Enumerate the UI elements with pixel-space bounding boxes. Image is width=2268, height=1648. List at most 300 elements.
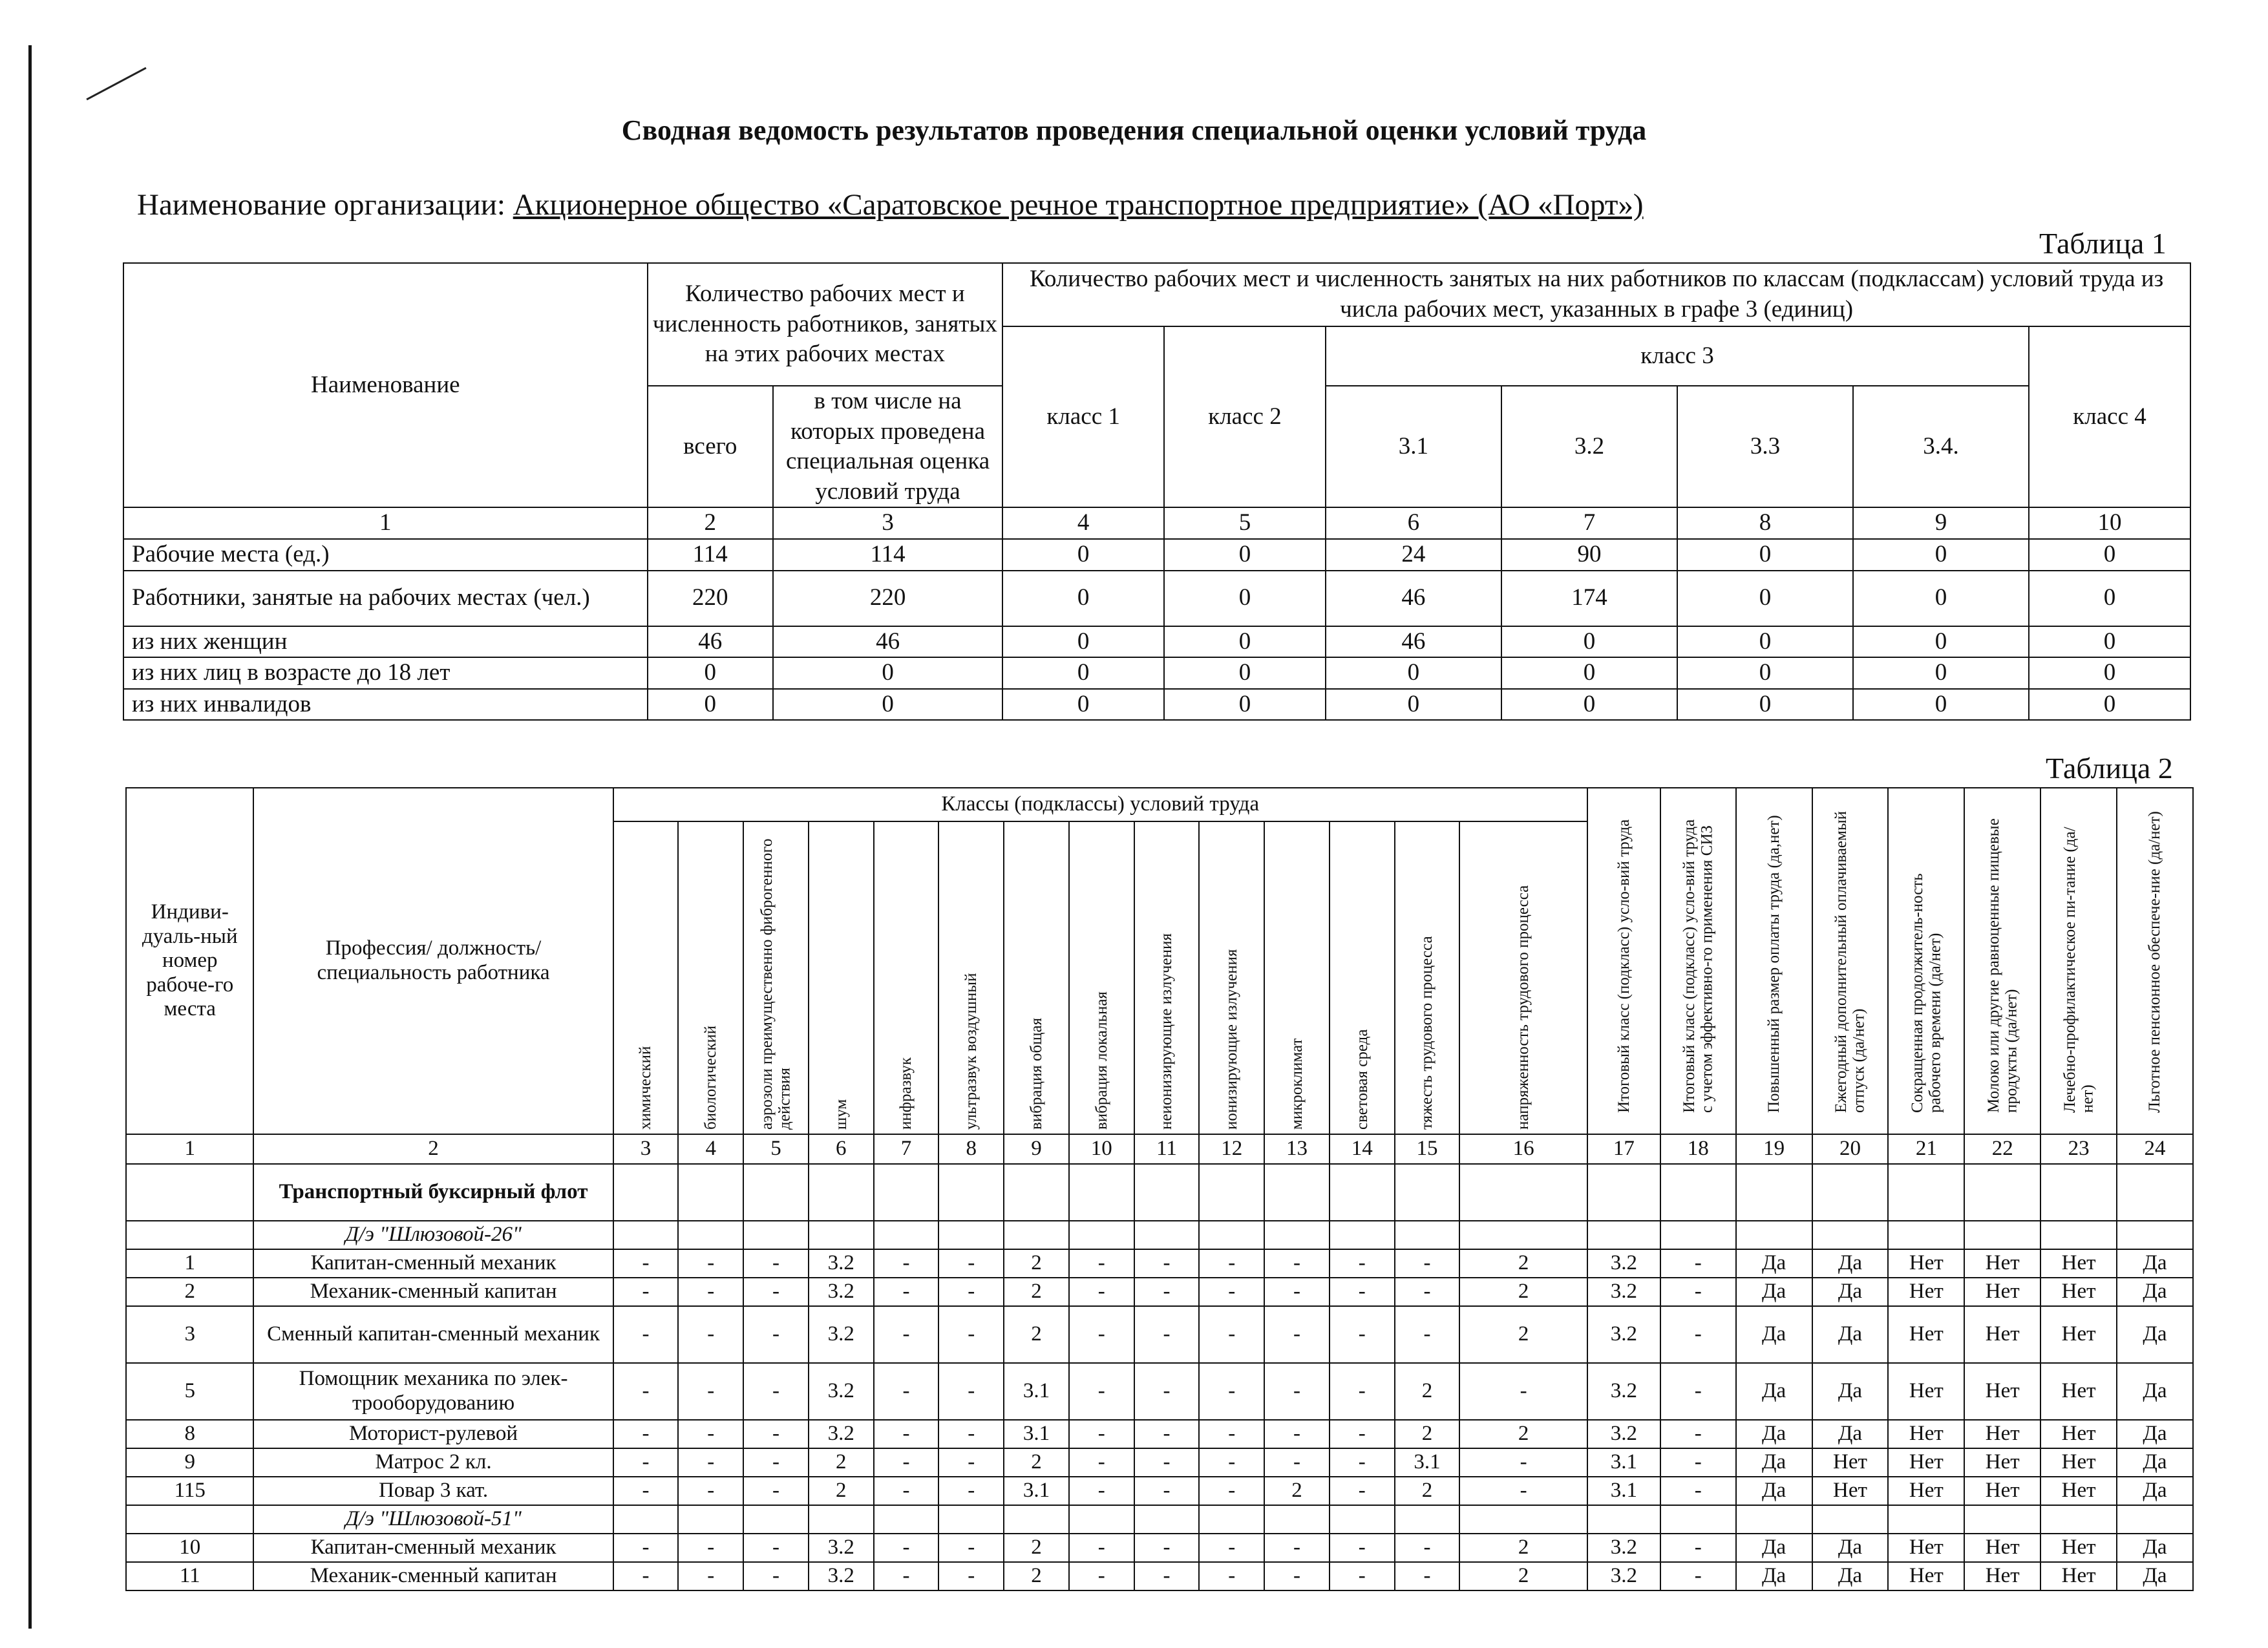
t2-cell: - bbox=[1069, 1306, 1134, 1363]
t2-empty-cell bbox=[1660, 1505, 1736, 1534]
t2-empty-cell bbox=[1004, 1164, 1069, 1221]
t1-column-number: 8 bbox=[1677, 507, 1853, 539]
profession-name: Сменный капитан-сменный механик bbox=[253, 1306, 613, 1363]
profession-name: Механик-сменный капитан bbox=[253, 1278, 613, 1306]
t2-empty-cell bbox=[809, 1164, 874, 1221]
t2-cell: Нет bbox=[2040, 1278, 2117, 1306]
t2-cell: - bbox=[938, 1534, 1004, 1562]
t2-cell: - bbox=[938, 1363, 1004, 1420]
t2-column-number: 7 bbox=[874, 1134, 939, 1164]
t2-cell: - bbox=[743, 1477, 809, 1505]
t2-empty-cell bbox=[1134, 1164, 1200, 1221]
t2-empty-cell bbox=[1069, 1164, 1134, 1221]
t2-cell: - bbox=[938, 1477, 1004, 1505]
t2-cell: - bbox=[1069, 1562, 1134, 1590]
t2-empty-cell bbox=[678, 1164, 743, 1221]
t2-cell: - bbox=[1395, 1562, 1460, 1590]
t2-empty-cell bbox=[1395, 1505, 1460, 1534]
t2-header-extra-label: Лечебно-профилактическое пи-тание (да/нет) bbox=[2061, 827, 2097, 1113]
t1-cell: 46 bbox=[1326, 571, 1501, 626]
t2-empty-cell bbox=[1964, 1505, 2040, 1534]
t2-cell: - bbox=[613, 1420, 679, 1448]
t2-cell: Да bbox=[1736, 1249, 1812, 1278]
table-row bbox=[126, 1448, 2193, 1477]
t2-empty-cell bbox=[2040, 1221, 2117, 1249]
t2-empty-cell bbox=[1395, 1221, 1460, 1249]
t2-cell: - bbox=[1264, 1306, 1330, 1363]
t1-cell: 0 bbox=[2029, 657, 2190, 689]
t2-cell: Нет bbox=[2040, 1363, 2117, 1420]
t2-header-extra bbox=[1736, 788, 1812, 1134]
t2-cell: - bbox=[678, 1306, 743, 1363]
t2-header-extra bbox=[1888, 788, 1964, 1134]
t1-cell: 0 bbox=[1002, 689, 1164, 721]
t2-cell: Нет bbox=[1964, 1306, 2040, 1363]
t2-empty-cell bbox=[1964, 1164, 2040, 1221]
t2-cell: Да bbox=[1736, 1420, 1812, 1448]
t2-column-number: 6 bbox=[809, 1134, 874, 1164]
profession-name: Капитан-сменный механик bbox=[253, 1249, 613, 1278]
t1-column-number: 10 bbox=[2029, 507, 2190, 539]
t2-cell: - bbox=[743, 1278, 809, 1306]
t2-cell: 3.2 bbox=[809, 1420, 874, 1448]
t2-empty-cell bbox=[678, 1221, 743, 1249]
t2-cell: - bbox=[1199, 1562, 1264, 1590]
t2-cell: 2 bbox=[1004, 1562, 1069, 1590]
t2-empty-cell bbox=[1330, 1221, 1395, 1249]
table-row bbox=[126, 1562, 2193, 1590]
t2-cell: Нет bbox=[1888, 1562, 1964, 1590]
t1-header-sub-3-4: 3.4. bbox=[1853, 386, 2029, 507]
t2-cell: - bbox=[1660, 1448, 1736, 1477]
t1-cell: 0 bbox=[1677, 571, 1853, 626]
t2-cell: - bbox=[1199, 1363, 1264, 1420]
t2-empty-cell bbox=[874, 1221, 939, 1249]
t2-empty-cell bbox=[938, 1505, 1004, 1534]
t2-cell: 2 bbox=[1459, 1278, 1587, 1306]
t2-empty-cell bbox=[1736, 1164, 1812, 1221]
t2-empty-cell bbox=[1660, 1221, 1736, 1249]
t2-empty-cell bbox=[1812, 1164, 1889, 1221]
t2-cell: - bbox=[1330, 1562, 1395, 1590]
t2-cell: Да bbox=[1812, 1534, 1889, 1562]
t2-header-factor-label: аэрозоли преимущественно фиброгенного действия bbox=[758, 838, 794, 1130]
t2-empty-cell bbox=[1264, 1164, 1330, 1221]
t2-cell: 3.2 bbox=[1587, 1534, 1660, 1562]
t2-cell: - bbox=[874, 1420, 939, 1448]
t2-cell: - bbox=[1660, 1534, 1736, 1562]
t1-cell: 0 bbox=[773, 689, 1002, 721]
organization-name: Акционерное общество «Саратовское речное транспортное предприятие» (АО «Порт») bbox=[513, 188, 1644, 222]
profession-name: Помощник механика по элек-трооборудованию bbox=[253, 1363, 613, 1420]
t2-cell: 2 bbox=[1395, 1420, 1460, 1448]
t2-empty-cell bbox=[1587, 1505, 1660, 1534]
t2-header-factor-label: тяжесть трудового процесса bbox=[1418, 936, 1436, 1130]
t2-header-extra bbox=[2117, 788, 2193, 1134]
t2-cell: - bbox=[1330, 1477, 1395, 1505]
t2-column-number: 13 bbox=[1264, 1134, 1330, 1164]
t2-cell: - bbox=[1330, 1534, 1395, 1562]
workplace-number: 5 bbox=[126, 1363, 253, 1420]
t2-empty-cell bbox=[1134, 1221, 1200, 1249]
t2-cell: Нет bbox=[2040, 1306, 2117, 1363]
t2-header-extra-label: Ежегодный дополнительный оплачиваемый отпуск (да/нет) bbox=[1832, 810, 1868, 1113]
t1-header-classes: Количество рабочих мест и численность занятых на них работников по классам (подклассам) условий труда из числа рабочих мест, указанных в графе 3 (единиц) bbox=[1002, 263, 2190, 326]
workplaces-table bbox=[125, 787, 2194, 1591]
t2-empty-cell bbox=[613, 1221, 679, 1249]
t2-empty-cell bbox=[1264, 1221, 1330, 1249]
t2-empty-cell bbox=[1199, 1505, 1264, 1534]
workplace-number: 8 bbox=[126, 1420, 253, 1448]
t2-header-factor bbox=[874, 821, 939, 1134]
t2-empty-cell bbox=[743, 1164, 809, 1221]
t2-column-number: 23 bbox=[2040, 1134, 2117, 1164]
table-row bbox=[126, 1534, 2193, 1562]
t2-header-factor bbox=[743, 821, 809, 1134]
t2-cell: Нет bbox=[2040, 1249, 2117, 1278]
t1-cell: 0 bbox=[1164, 657, 1326, 689]
t2-cell: - bbox=[1069, 1363, 1134, 1420]
t2-cell: - bbox=[938, 1562, 1004, 1590]
t2-column-number: 5 bbox=[743, 1134, 809, 1164]
t1-header-class4: класс 4 bbox=[2029, 326, 2190, 507]
t2-cell: - bbox=[613, 1448, 679, 1477]
t2-cell: - bbox=[1134, 1306, 1200, 1363]
t1-row-name: Рабочие места (ед.) bbox=[123, 539, 648, 571]
t2-cell: Да bbox=[1812, 1306, 1889, 1363]
t1-column-number: 9 bbox=[1853, 507, 2029, 539]
t2-cell: Нет bbox=[1964, 1448, 2040, 1477]
t2-empty-cell bbox=[126, 1505, 253, 1534]
t2-empty-cell bbox=[1812, 1505, 1889, 1534]
t2-cell: - bbox=[1199, 1420, 1264, 1448]
t2-cell: Нет bbox=[1888, 1534, 1964, 1562]
t1-cell: 0 bbox=[648, 657, 773, 689]
t2-header-extra bbox=[1660, 788, 1736, 1134]
t2-empty-cell bbox=[1812, 1221, 1889, 1249]
t2-cell: Да bbox=[2117, 1306, 2193, 1363]
t2-cell: - bbox=[678, 1278, 743, 1306]
t2-column-number: 12 bbox=[1199, 1134, 1264, 1164]
t2-cell: Да bbox=[1812, 1562, 1889, 1590]
t2-cell: - bbox=[678, 1420, 743, 1448]
t2-cell: - bbox=[874, 1448, 939, 1477]
t2-cell: - bbox=[743, 1534, 809, 1562]
t2-empty-cell bbox=[1587, 1221, 1660, 1249]
t2-header-factor-label: световая среда bbox=[1353, 1029, 1371, 1130]
t2-cell: - bbox=[678, 1562, 743, 1590]
t1-cell: 0 bbox=[1853, 539, 2029, 571]
t2-cell: Да bbox=[1812, 1278, 1889, 1306]
t2-cell: - bbox=[1069, 1278, 1134, 1306]
t2-cell: - bbox=[1264, 1249, 1330, 1278]
t2-cell: - bbox=[1199, 1306, 1264, 1363]
t2-header-factor bbox=[1004, 821, 1069, 1134]
t2-cell: - bbox=[1264, 1278, 1330, 1306]
t1-row-name: из них лиц в возрасте до 18 лет bbox=[123, 657, 648, 689]
t2-header-extra bbox=[1812, 788, 1889, 1134]
t2-header-factor-label: напряженность трудового процесса bbox=[1514, 885, 1532, 1130]
t2-column-number: 1 bbox=[126, 1134, 253, 1164]
t2-cell: Да bbox=[2117, 1363, 2193, 1420]
t2-cell: Да bbox=[1812, 1363, 1889, 1420]
vessel-title-text: Д/э "Шлюзовой-26" bbox=[253, 1221, 613, 1249]
t2-column-number: 22 bbox=[1964, 1134, 2040, 1164]
t1-header-sub-3-2: 3.2 bbox=[1501, 386, 1677, 507]
t2-cell: - bbox=[938, 1306, 1004, 1363]
t2-header-extra-label: Льготное пенсионное обеспече-ние (да/нет) bbox=[2146, 811, 2164, 1113]
t2-header-factor-label: вибрация локальная bbox=[1092, 991, 1110, 1130]
t2-cell: 2 bbox=[1004, 1278, 1069, 1306]
summary-table bbox=[123, 262, 2191, 721]
organization-line bbox=[137, 187, 1644, 222]
t2-cell: 3.2 bbox=[1587, 1420, 1660, 1448]
t2-cell: - bbox=[743, 1249, 809, 1278]
t2-cell: - bbox=[1330, 1420, 1395, 1448]
t2-cell: - bbox=[1134, 1420, 1200, 1448]
table1-caption: Таблица 1 bbox=[2039, 227, 2167, 260]
t2-cell: - bbox=[1264, 1448, 1330, 1477]
t1-cell: 46 bbox=[648, 626, 773, 658]
t2-empty-cell bbox=[1004, 1221, 1069, 1249]
t1-cell: 0 bbox=[2029, 571, 2190, 626]
t2-header-profession: Профессия/ должность/ специальность работника bbox=[253, 788, 613, 1134]
t2-empty-cell bbox=[678, 1505, 743, 1534]
t1-header-places: Количество рабочих мест и численность работников, занятых на этих рабочих местах bbox=[648, 263, 1003, 386]
t1-header-assessed: в том числе на которых проведена специальная оценка условий труда bbox=[773, 386, 1002, 507]
t2-cell: - bbox=[613, 1534, 679, 1562]
t1-cell: 46 bbox=[1326, 626, 1501, 658]
vessel-title bbox=[126, 1505, 2193, 1534]
t2-cell: Да bbox=[2117, 1448, 2193, 1477]
t2-cell: - bbox=[743, 1448, 809, 1477]
t2-cell: Да bbox=[1736, 1363, 1812, 1420]
t1-column-number: 5 bbox=[1164, 507, 1326, 539]
t1-row bbox=[123, 571, 2190, 626]
t1-cell: 0 bbox=[1853, 626, 2029, 658]
t2-cell: 2 bbox=[1459, 1562, 1587, 1590]
t2-cell: - bbox=[938, 1448, 1004, 1477]
workplace-number: 11 bbox=[126, 1562, 253, 1590]
t2-empty-cell bbox=[2040, 1164, 2117, 1221]
t2-cell: 2 bbox=[1459, 1534, 1587, 1562]
t2-cell: - bbox=[1660, 1278, 1736, 1306]
t2-cell: - bbox=[1330, 1448, 1395, 1477]
t2-header-factor bbox=[1199, 821, 1264, 1134]
t2-cell: - bbox=[1330, 1306, 1395, 1363]
section-title-text: Транспортный буксирный флот bbox=[253, 1164, 613, 1221]
t2-cell: Нет bbox=[2040, 1534, 2117, 1562]
t2-cell: Да bbox=[2117, 1477, 2193, 1505]
t2-cell: Да bbox=[2117, 1534, 2193, 1562]
t2-header-extra-label: Итоговый класс (подкласс) усло-вий труда bbox=[1615, 819, 1633, 1113]
table-row bbox=[126, 1477, 2193, 1505]
t1-row bbox=[123, 539, 2190, 571]
t2-column-number: 19 bbox=[1736, 1134, 1812, 1164]
t2-column-number: 21 bbox=[1888, 1134, 1964, 1164]
t2-cell: - bbox=[678, 1363, 743, 1420]
t2-cell: - bbox=[1134, 1562, 1200, 1590]
t1-cell: 46 bbox=[773, 626, 1002, 658]
t2-cell: - bbox=[1069, 1448, 1134, 1477]
t2-empty-cell bbox=[1660, 1164, 1736, 1221]
t2-column-number: 17 bbox=[1587, 1134, 1660, 1164]
t1-cell: 0 bbox=[1002, 571, 1164, 626]
t2-empty-cell bbox=[874, 1505, 939, 1534]
table-row bbox=[126, 1420, 2193, 1448]
t2-cell: 2 bbox=[1004, 1249, 1069, 1278]
t2-cell: Да bbox=[2117, 1562, 2193, 1590]
t1-cell: 220 bbox=[773, 571, 1002, 626]
t2-header-factor bbox=[1264, 821, 1330, 1134]
t2-cell: - bbox=[1134, 1278, 1200, 1306]
t2-column-number: 3 bbox=[613, 1134, 679, 1164]
t2-cell: 2 bbox=[1459, 1420, 1587, 1448]
t2-empty-cell bbox=[1587, 1164, 1660, 1221]
t2-empty-cell bbox=[126, 1221, 253, 1249]
t2-empty-cell bbox=[1459, 1221, 1587, 1249]
table-row bbox=[126, 1278, 2193, 1306]
t1-cell: 0 bbox=[1164, 539, 1326, 571]
scan-edge-line bbox=[28, 45, 32, 1629]
t2-empty-cell bbox=[1004, 1505, 1069, 1534]
t2-empty-cell bbox=[1888, 1221, 1964, 1249]
t2-cell: - bbox=[874, 1477, 939, 1505]
t2-cell: Да bbox=[2117, 1249, 2193, 1278]
t2-cell: 3.2 bbox=[809, 1306, 874, 1363]
t2-cell: - bbox=[678, 1448, 743, 1477]
workplace-number: 9 bbox=[126, 1448, 253, 1477]
t1-cell: 24 bbox=[1326, 539, 1501, 571]
t2-cell: 3.2 bbox=[809, 1534, 874, 1562]
t2-cell: - bbox=[938, 1278, 1004, 1306]
t2-cell: - bbox=[1660, 1562, 1736, 1590]
t2-cell: Да bbox=[1736, 1278, 1812, 1306]
t1-row bbox=[123, 689, 2190, 721]
t2-cell: 2 bbox=[809, 1477, 874, 1505]
profession-name: Капитан-сменный механик bbox=[253, 1534, 613, 1562]
t2-cell: 3.2 bbox=[1587, 1306, 1660, 1363]
t2-cell: 2 bbox=[809, 1448, 874, 1477]
t2-cell: Нет bbox=[2040, 1420, 2117, 1448]
t2-empty-cell bbox=[1330, 1164, 1395, 1221]
t2-header-factor bbox=[1134, 821, 1200, 1134]
t2-cell: Да bbox=[1736, 1306, 1812, 1363]
workplace-number: 10 bbox=[126, 1534, 253, 1562]
t2-cell: - bbox=[1199, 1534, 1264, 1562]
t2-cell: - bbox=[1264, 1562, 1330, 1590]
t2-cell: Да bbox=[1736, 1448, 1812, 1477]
t2-cell: Нет bbox=[1964, 1477, 2040, 1505]
t2-header-factor-label: ультразвук воздушный bbox=[962, 973, 980, 1130]
t2-column-number: 14 bbox=[1330, 1134, 1395, 1164]
t2-cell: Да bbox=[1736, 1534, 1812, 1562]
t1-cell: 114 bbox=[773, 539, 1002, 571]
t2-cell: Да bbox=[1736, 1477, 1812, 1505]
t2-cell: Да bbox=[2117, 1420, 2193, 1448]
t1-cell: 114 bbox=[648, 539, 773, 571]
t1-column-number: 3 bbox=[773, 507, 1002, 539]
t2-column-number: 24 bbox=[2117, 1134, 2193, 1164]
t2-cell: 2 bbox=[1395, 1363, 1460, 1420]
t1-column-number: 4 bbox=[1002, 507, 1164, 539]
t2-empty-cell bbox=[874, 1164, 939, 1221]
t2-cell: 2 bbox=[1459, 1306, 1587, 1363]
t2-cell: Нет bbox=[1964, 1420, 2040, 1448]
t2-cell: 3.1 bbox=[1395, 1448, 1460, 1477]
t1-cell: 0 bbox=[773, 657, 1002, 689]
t2-header-factor bbox=[809, 821, 874, 1134]
t2-cell: - bbox=[1660, 1249, 1736, 1278]
t1-header-name: Наименование bbox=[123, 263, 648, 507]
t2-cell: - bbox=[743, 1363, 809, 1420]
t2-column-number: 2 bbox=[253, 1134, 613, 1164]
workplace-number: 3 bbox=[126, 1306, 253, 1363]
t2-header-factor bbox=[1330, 821, 1395, 1134]
t2-cell: - bbox=[1330, 1278, 1395, 1306]
t2-empty-cell bbox=[1964, 1221, 2040, 1249]
t1-cell: 0 bbox=[1677, 539, 1853, 571]
t2-cell: - bbox=[1134, 1448, 1200, 1477]
t1-cell: 0 bbox=[1326, 689, 1501, 721]
t2-cell: 2 bbox=[1004, 1306, 1069, 1363]
t2-empty-cell bbox=[938, 1221, 1004, 1249]
t2-cell: 3.2 bbox=[1587, 1363, 1660, 1420]
t2-cell: - bbox=[1330, 1249, 1395, 1278]
t2-empty-cell bbox=[1069, 1221, 1134, 1249]
t2-cell: 3.2 bbox=[809, 1278, 874, 1306]
organization-label: Наименование организации: bbox=[137, 188, 505, 222]
t2-cell: Нет bbox=[1888, 1477, 1964, 1505]
t2-header-classes: Классы (подклассы) условий труда bbox=[613, 788, 1587, 821]
t2-cell: - bbox=[1395, 1306, 1460, 1363]
t2-empty-cell bbox=[1330, 1505, 1395, 1534]
t1-header-class1: класс 1 bbox=[1002, 326, 1164, 507]
t2-header-factor-label: химический bbox=[637, 1046, 655, 1130]
t2-cell: Нет bbox=[1888, 1363, 1964, 1420]
t2-cell: - bbox=[1459, 1477, 1587, 1505]
t2-empty-cell bbox=[1736, 1221, 1812, 1249]
t2-header-extra-label: Сокращенная продолжитель-ность рабочего времени (да/нет) bbox=[1908, 873, 1944, 1113]
t2-cell: - bbox=[1069, 1249, 1134, 1278]
t2-empty-cell bbox=[2117, 1164, 2193, 1221]
t1-row-name: из них инвалидов bbox=[123, 689, 648, 721]
t2-empty-cell bbox=[1395, 1164, 1460, 1221]
t1-header-sub-3-1: 3.1 bbox=[1326, 386, 1501, 507]
document-title: Сводная ведомость результатов проведения специальной оценки условий труда bbox=[621, 114, 1647, 146]
t2-cell: Да bbox=[1812, 1249, 1889, 1278]
t2-cell: 3.1 bbox=[1004, 1363, 1069, 1420]
t1-column-number: 6 bbox=[1326, 507, 1501, 539]
t1-cell: 0 bbox=[1501, 657, 1677, 689]
t2-empty-cell bbox=[1459, 1505, 1587, 1534]
t2-empty-cell bbox=[1459, 1164, 1587, 1221]
t2-cell: Нет bbox=[1964, 1363, 2040, 1420]
t2-header-extra bbox=[1587, 788, 1660, 1134]
t2-cell: - bbox=[1264, 1534, 1330, 1562]
t2-cell: Нет bbox=[1964, 1249, 2040, 1278]
t2-cell: - bbox=[613, 1562, 679, 1590]
t2-cell: - bbox=[743, 1306, 809, 1363]
t2-cell: - bbox=[1395, 1278, 1460, 1306]
t2-cell: 3.1 bbox=[1004, 1477, 1069, 1505]
t2-cell: - bbox=[1660, 1306, 1736, 1363]
t2-cell: Нет bbox=[1964, 1534, 2040, 1562]
t1-row bbox=[123, 626, 2190, 658]
t2-cell: - bbox=[613, 1477, 679, 1505]
t2-empty-cell bbox=[1736, 1505, 1812, 1534]
profession-name: Моторист-рулевой bbox=[253, 1420, 613, 1448]
